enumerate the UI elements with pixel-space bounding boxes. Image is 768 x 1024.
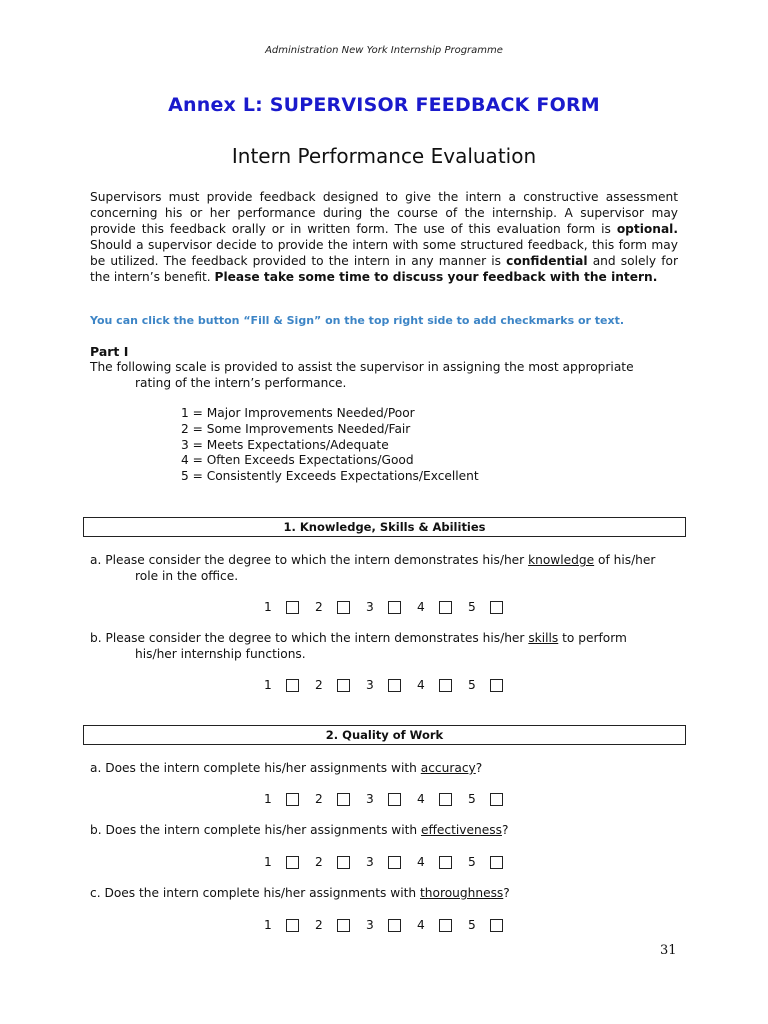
rating-label: 3 [366, 918, 374, 932]
rating-checkbox-2[interactable] [337, 793, 350, 806]
rating-label: 3 [366, 600, 374, 614]
rating-checkbox-4[interactable] [439, 679, 452, 692]
section-header-knowledge: 1. Knowledge, Skills & Abilities [83, 517, 686, 537]
rating-row-accuracy [264, 791, 519, 807]
rating-label: 4 [417, 855, 425, 869]
rating-label: 1 [264, 792, 272, 806]
part-title: Part I [90, 344, 129, 359]
rating-checkbox-5[interactable] [490, 679, 503, 692]
question-text: b. Does the intern complete his/her assignments with [90, 823, 422, 837]
rating-label: 5 [468, 600, 476, 614]
scale-item: 5 = Consistently Exceeds Expectations/Excellent [181, 469, 479, 484]
question-text-end: ? [503, 886, 510, 900]
rating-label: 1 [264, 600, 272, 614]
intro-confidential: confidential [506, 254, 588, 268]
question-thoroughness [90, 885, 680, 901]
rating-label: 3 [366, 855, 374, 869]
rating-checkbox-2[interactable] [337, 856, 350, 869]
rating-label: 5 [468, 678, 476, 692]
question-keyword: effectiveness [421, 823, 502, 837]
rating-checkbox-3[interactable] [388, 856, 401, 869]
question-keyword: thoroughness [420, 886, 504, 900]
question-text-end: of his/her [594, 553, 656, 567]
rating-checkbox-3[interactable] [388, 601, 401, 614]
evaluation-title: Intern Performance Evaluation [231, 144, 537, 168]
scale-item: 1 = Major Improvements Needed/Poor [181, 406, 415, 420]
rating-label: 2 [315, 855, 323, 869]
question-knowledge [90, 552, 680, 584]
part-desc-line-2: rating of the intern’s performance. [135, 376, 347, 390]
rating-checkbox-2[interactable] [337, 919, 350, 932]
intro-text-3: and solely for the intern’s benefit. [90, 254, 678, 284]
rating-label: 2 [315, 918, 323, 932]
rating-checkbox-4[interactable] [439, 856, 452, 869]
rating-checkbox-1[interactable] [286, 679, 299, 692]
question-keyword: accuracy [420, 761, 476, 775]
rating-checkbox-4[interactable] [439, 919, 452, 932]
rating-row-knowledge [264, 599, 519, 615]
rating-checkbox-4[interactable] [439, 601, 452, 614]
question-text-cont: his/her internship functions. [135, 647, 306, 661]
running-header: Administration New York Internship Programme [265, 45, 503, 56]
rating-checkbox-3[interactable] [388, 919, 401, 932]
rating-checkbox-3[interactable] [388, 679, 401, 692]
scale-item: 4 = Often Exceeds Expectations/Good [181, 453, 414, 468]
question-text: c. Does the intern complete his/her assignments with [90, 886, 420, 900]
question-text-end: to perform [558, 631, 627, 645]
rating-checkbox-3[interactable] [388, 793, 401, 806]
rating-checkbox-5[interactable] [490, 601, 503, 614]
rating-checkbox-4[interactable] [439, 793, 452, 806]
question-text: a. Does the intern complete his/her assignments with [90, 761, 421, 775]
rating-label: 4 [417, 600, 425, 614]
rating-label: 1 [264, 855, 272, 869]
rating-checkbox-1[interactable] [286, 793, 299, 806]
fill-sign-hint: You can click the button “Fill & Sign” on the top right side to add checkmarks or text. [90, 314, 625, 327]
intro-text-1: Supervisors must provide feedback designed to give the intern a constructive assessment concerning his or her performance during the course of the internship. A supervisor may provide this feedback orally or in written form. The use of this evaluation form is [90, 190, 678, 236]
rating-label: 2 [315, 678, 323, 692]
rating-label: 5 [468, 918, 476, 932]
rating-label: 3 [366, 792, 374, 806]
rating-checkbox-2[interactable] [337, 679, 350, 692]
rating-label: 4 [417, 792, 425, 806]
rating-checkbox-2[interactable] [337, 601, 350, 614]
rating-checkbox-1[interactable] [286, 601, 299, 614]
rating-label: 2 [315, 792, 323, 806]
rating-label: 4 [417, 918, 425, 932]
question-accuracy [90, 760, 680, 776]
question-text-end: ? [475, 761, 483, 775]
rating-label: 4 [417, 678, 425, 692]
annex-title: Annex L: SUPERVISOR FEEDBACK FORM [168, 94, 600, 116]
rating-row-effectiveness [264, 854, 519, 870]
question-effectiveness [90, 822, 680, 838]
question-keyword: knowledge [528, 553, 595, 567]
question-text-end: ? [501, 823, 509, 837]
intro-optional: optional. [616, 222, 678, 236]
question-text-cont: role in the office. [135, 569, 239, 583]
rating-row-skills [264, 677, 519, 693]
part-description [90, 359, 678, 391]
scale-item: 2 = Some Improvements Needed/Fair [181, 421, 411, 436]
rating-checkbox-1[interactable] [286, 856, 299, 869]
question-text: b. Please consider the degree to which the intern demonstrates his/her [90, 631, 529, 645]
question-text: a. Please consider the degree to which the intern demonstrates his/her [90, 553, 529, 567]
rating-checkbox-1[interactable] [286, 919, 299, 932]
rating-label: 5 [468, 792, 476, 806]
intro-text-2: Should a supervisor decide to provide the intern with some structured feedback, this form may be utilized. The feedback provided to the intern in any manner is [90, 238, 678, 268]
part-desc-line-1: The following scale is provided to assist the supervisor in assigning the most appropriate [90, 360, 634, 374]
rating-label: 1 [264, 678, 272, 692]
rating-label: 1 [264, 918, 272, 932]
section-header-quality: 2. Quality of Work [83, 725, 686, 745]
rating-checkbox-5[interactable] [490, 856, 503, 869]
rating-row-thoroughness [264, 917, 519, 933]
scale-item: 3 = Meets Expectations/Adequate [181, 437, 389, 452]
intro-paragraph [90, 189, 678, 285]
rating-checkbox-5[interactable] [490, 793, 503, 806]
rating-scale [181, 406, 479, 485]
question-skills [90, 630, 680, 662]
question-keyword: skills [528, 631, 559, 645]
rating-label: 5 [468, 855, 476, 869]
rating-label: 2 [315, 600, 323, 614]
rating-label: 3 [366, 678, 374, 692]
page-number: 31 [660, 943, 677, 958]
rating-checkbox-5[interactable] [490, 919, 503, 932]
intro-discuss-feedback: Please take some time to discuss your feedback with the intern. [214, 270, 658, 284]
